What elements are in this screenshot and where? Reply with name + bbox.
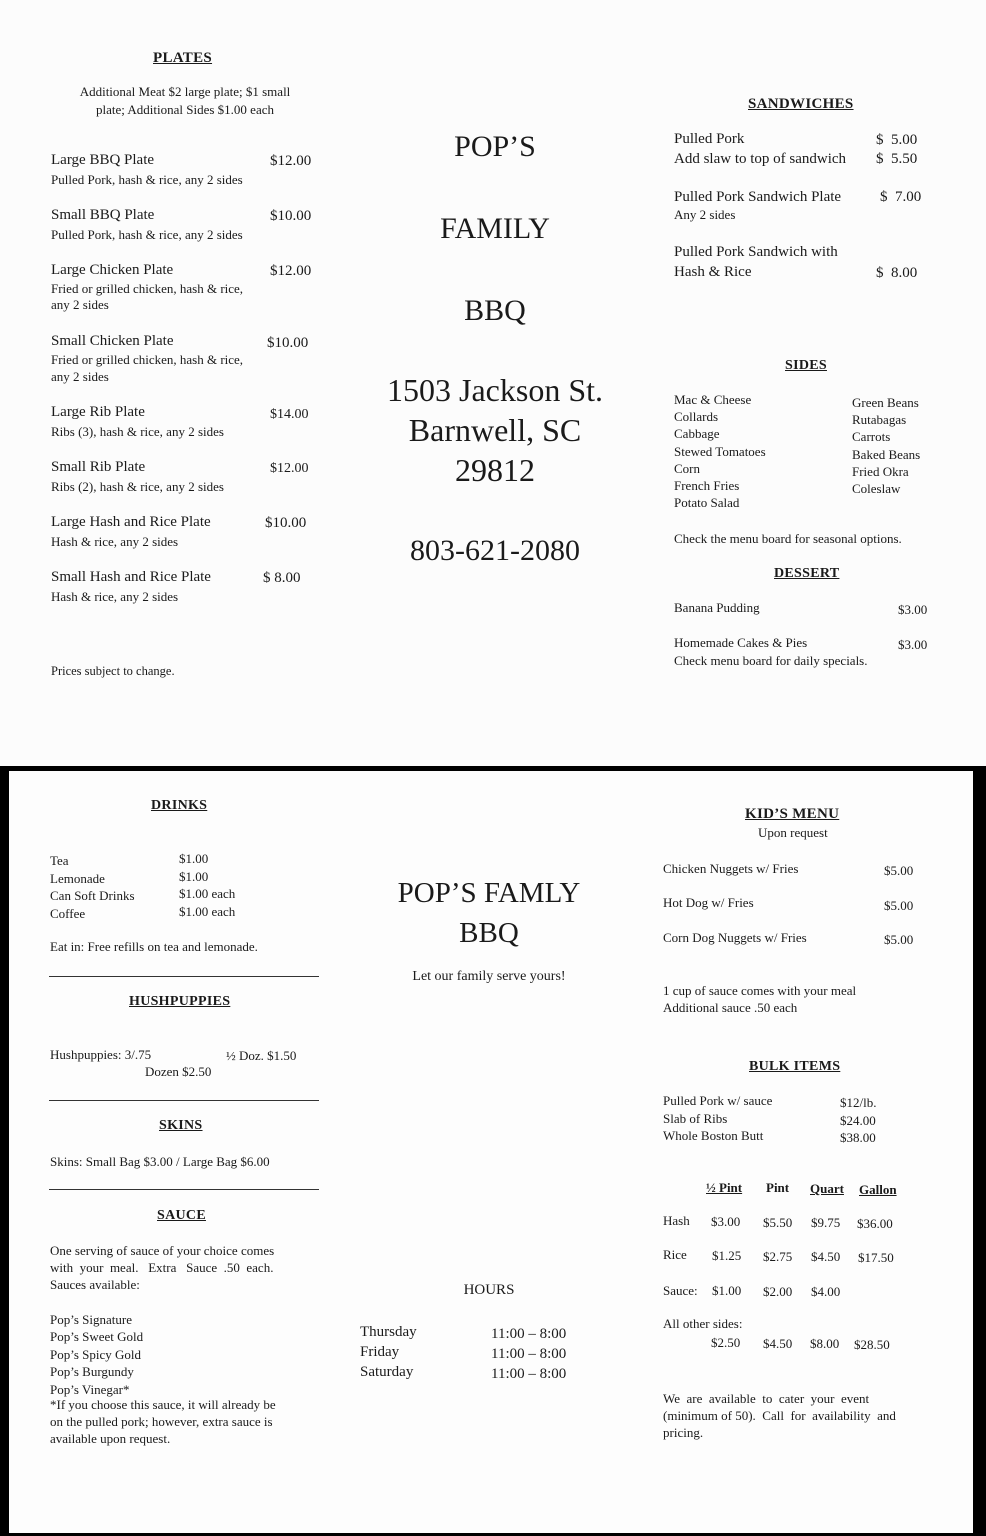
sauce-footnote: on the pulled pork; however, extra sauce is [50, 1414, 273, 1429]
size-header: Gallon [859, 1182, 897, 1197]
divider [49, 1100, 319, 1101]
plate-desc: Ribs (2), hash & rice, any 2 sides [51, 479, 224, 494]
drink-price: $1.00 [179, 868, 209, 884]
row-value: $1.25 [712, 1248, 742, 1263]
sandwich-price: $ 7.00 [880, 189, 922, 205]
bulk-name-list [663, 1092, 772, 1145]
business-name-line3: BBQ [464, 294, 526, 327]
other-sides-label: All other sides: [663, 1316, 743, 1331]
kids-item-price: $5.00 [884, 863, 914, 878]
plate-desc: Pulled Pork, hash & rice, any 2 sides [51, 227, 243, 242]
row-label: Sauce: [663, 1283, 698, 1298]
divider [49, 976, 319, 977]
plate-price: $10.00 [265, 515, 307, 531]
side-item: Cabbage [674, 426, 720, 442]
hushpuppies-half-dozen: ½ Doz. $1.50 [226, 1048, 297, 1063]
sauce-heading: SAUCE [157, 1208, 206, 1223]
plates-note-line1: Additional Meat $2 large plate; $1 small [79, 84, 291, 99]
sauce-desc: with your meal. Extra Sauce .50 each. [50, 1260, 274, 1275]
plate-desc: any 2 sides [51, 297, 109, 312]
skins-line: Skins: Small Bag $3.00 / Large Bag $6.00 [50, 1154, 270, 1169]
sauce-item: Pop’s Vinegar* [50, 1381, 130, 1397]
business-name-line1: POP’S [454, 130, 536, 163]
kids-item-name: Chicken Nuggets w/ Fries [663, 861, 799, 876]
sandwich-name: Add slaw to top of sandwich [674, 151, 847, 167]
drink-name: Coffee [50, 905, 86, 921]
row-value: $17.50 [858, 1250, 894, 1265]
side-item: Mac & Cheese [674, 392, 752, 407]
sandwich-name: Pulled Pork Sandwich Plate [674, 189, 842, 205]
plate-name: Small Hash and Rice Plate [51, 569, 211, 585]
phone-number: 803-621-2080 [410, 534, 580, 567]
plates-note-line2: plate; Additional Sides $1.00 each [96, 102, 274, 117]
side-item: Carrots [852, 429, 891, 445]
plate-name: Large Chicken Plate [51, 262, 174, 278]
plate-desc: Hash & rice, any 2 sides [51, 534, 179, 549]
business-title: POP’S FAMLY [397, 877, 581, 909]
plate-name: Large Hash and Rice Plate [51, 514, 211, 530]
row-value: $4.50 [763, 1336, 793, 1351]
sauce-footnote: available upon request. [50, 1431, 171, 1446]
drink-price: $1.00 [179, 851, 209, 866]
business-name-line2: FAMILY [440, 212, 550, 245]
row-value: $28.50 [854, 1337, 890, 1352]
bulk-item-name: Slab of Ribs [663, 1110, 728, 1126]
bulk-items-heading: BULK ITEMS [749, 1059, 841, 1074]
kids-item-price: $5.00 [884, 898, 914, 913]
catering-note: pricing. [663, 1425, 704, 1440]
address-street: 1503 Jackson St. [387, 372, 603, 408]
bulk-item-name: Pulled Pork w/ sauce [663, 1093, 773, 1108]
bulk-item-price: $12/lb. [840, 1095, 877, 1110]
sauce-item: Pop’s Spicy Gold [50, 1346, 142, 1362]
dessert-name: Homemade Cakes & Pies [674, 635, 808, 650]
row-value: $4.50 [811, 1249, 841, 1264]
plate-desc: Ribs (3), hash & rice, any 2 sides [51, 424, 224, 439]
row-label: Hash [663, 1213, 690, 1228]
row-value: $36.00 [857, 1216, 893, 1231]
kids-item-price: $5.00 [884, 932, 914, 947]
sauce-item: Pop’s Sweet Gold [50, 1329, 144, 1345]
plate-desc: Fried or grilled chicken, hash & rice, [51, 352, 244, 367]
menu-sheet-outside [0, 0, 986, 766]
plates-heading: PLATES [153, 50, 213, 66]
business-title-bbq: BBQ [459, 917, 519, 949]
hours-day: Thursday [360, 1324, 417, 1340]
bulk-item-name: Whole Boston Butt [663, 1128, 764, 1143]
sides-right-list [852, 394, 920, 497]
sandwich-price: $ 5.50 [876, 151, 918, 167]
sides-note: Check the menu board for seasonal options. [674, 531, 902, 546]
bulk-price-list [840, 1094, 876, 1147]
dessert-price: $3.00 [898, 602, 928, 617]
plate-name: Small Rib Plate [51, 459, 146, 475]
plate-price: $12.00 [270, 461, 309, 476]
side-item: Corn [674, 460, 700, 476]
hours-time: 11:00 – 8:00 [491, 1326, 567, 1342]
address-city: Barnwell, SC [408, 412, 582, 448]
side-item: Green Beans [852, 395, 919, 410]
plate-desc: Hash & rice, any 2 sides [51, 589, 179, 604]
sandwich-desc: Any 2 sides [674, 207, 736, 222]
side-item: Collards [674, 409, 719, 425]
row-value: $2.75 [763, 1249, 793, 1264]
row-value: $1.00 [712, 1283, 742, 1298]
plate-desc: any 2 sides [51, 369, 109, 384]
dessert-name: Banana Pudding [674, 600, 760, 615]
sandwich-price: $ 5.00 [876, 132, 918, 148]
row-value: $5.50 [763, 1215, 793, 1230]
drinks-note: Eat in: Free refills on tea and lemonade. [50, 939, 258, 954]
size-header: Quart [810, 1181, 844, 1196]
sauce-desc: Sauces available: [50, 1277, 140, 1292]
catering-note: (minimum of 50). Call for availability and [663, 1408, 896, 1423]
kids-menu-heading: KID’S MENU [745, 806, 840, 822]
hours-heading: HOURS [463, 1282, 515, 1298]
kids-item-name: Hot Dog w/ Fries [663, 895, 754, 910]
plate-name: Large BBQ Plate [51, 152, 155, 168]
sauce-list [50, 1311, 143, 1398]
kids-item-name: Corn Dog Nuggets w/ Fries [663, 930, 807, 945]
hushpuppies-line1: Hushpuppies: 3/.75 [50, 1047, 152, 1062]
hours-days [360, 1322, 417, 1382]
side-item: Potato Salad [674, 495, 740, 511]
catering-note: We are available to cater your event [663, 1391, 870, 1406]
row-label: Rice [663, 1247, 687, 1262]
sides-heading: SIDES [785, 358, 827, 373]
bulk-item-price: $24.00 [840, 1112, 876, 1128]
plate-name: Large Rib Plate [51, 404, 145, 420]
plate-price: $12.00 [270, 263, 312, 279]
sauce-item: Pop’s Signature [50, 1312, 132, 1327]
plate-price: $10.00 [270, 208, 312, 224]
drinks-heading: DRINKS [151, 798, 208, 813]
dessert-heading: DESSERT [774, 566, 840, 581]
drink-price: $1.00 each [179, 886, 236, 901]
hushpuppies-dozen: Dozen $2.50 [145, 1064, 212, 1079]
dessert-price: $3.00 [898, 637, 928, 652]
drinks-price-list [179, 850, 235, 920]
drink-name: Lemonade [50, 870, 105, 886]
size-header: Pint [766, 1180, 790, 1195]
plate-name: Small Chicken Plate [51, 333, 174, 349]
sandwich-name: Pulled Pork Sandwich with [674, 244, 838, 260]
kids-sauce-note: Additional sauce .50 each [663, 1000, 798, 1015]
row-value: $9.75 [811, 1215, 841, 1230]
plate-price: $10.00 [267, 335, 309, 351]
drink-name: Tea [50, 853, 69, 868]
row-value: $3.00 [711, 1214, 741, 1229]
bulk-item-price: $38.00 [840, 1130, 876, 1145]
row-value: $2.50 [711, 1335, 741, 1350]
plate-name: Small BBQ Plate [51, 207, 155, 223]
dessert-note: Check menu board for daily specials. [674, 653, 868, 668]
side-item: French Fries [674, 478, 740, 494]
size-header: ½ Pint [706, 1180, 743, 1195]
sauce-item: Pop’s Burgundy [50, 1364, 134, 1380]
side-item: Coleslaw [852, 481, 901, 497]
tagline: Let our family serve yours! [412, 969, 566, 984]
drinks-name-list [50, 852, 135, 922]
hours-time: 11:00 – 8:00 [491, 1366, 567, 1382]
hours-time: 11:00 – 8:00 [491, 1346, 567, 1362]
sauce-footnote: *If you choose this sauce, it will already be [50, 1397, 276, 1412]
side-item: Rutabagas [852, 412, 907, 428]
drink-name: Can Soft Drinks [50, 888, 135, 903]
kids-sauce-note: 1 cup of sauce comes with your meal [663, 983, 857, 998]
side-item: Fried Okra [852, 463, 909, 479]
plate-price: $ 8.00 [263, 570, 301, 586]
sandwich-name: Hash & Rice [674, 264, 752, 280]
kids-menu-subtitle: Upon request [758, 825, 828, 840]
sandwiches-heading: SANDWICHES [748, 96, 854, 112]
drink-price: $1.00 each [179, 903, 236, 919]
plate-price: $12.00 [270, 153, 312, 169]
plate-desc: Pulled Pork, hash & rice, any 2 sides [51, 172, 243, 187]
skins-heading: SKINS [159, 1118, 203, 1133]
row-value: $4.00 [811, 1284, 841, 1299]
side-item: Stewed Tomatoes [674, 443, 766, 459]
sides-left-list [674, 391, 766, 511]
side-item: Baked Beans [852, 446, 921, 462]
sandwich-price: $ 8.00 [876, 265, 918, 281]
sauce-desc: One serving of sauce of your choice comes [50, 1243, 275, 1258]
row-value: $2.00 [763, 1284, 793, 1299]
hours-times [491, 1324, 566, 1384]
plate-desc: Fried or grilled chicken, hash & rice, [51, 281, 244, 296]
prices-footer: Prices subject to change. [51, 664, 175, 678]
address-zip: 29812 [455, 452, 535, 488]
plate-price: $14.00 [270, 407, 309, 422]
hushpuppies-heading: HUSHPUPPIES [129, 994, 231, 1009]
sandwich-name: Pulled Pork [674, 131, 745, 147]
hours-day: Friday [360, 1344, 400, 1360]
menu-sheet-inside [9, 771, 973, 1533]
hours-day: Saturday [360, 1364, 414, 1380]
divider [49, 1189, 319, 1190]
row-value: $8.00 [810, 1336, 840, 1351]
